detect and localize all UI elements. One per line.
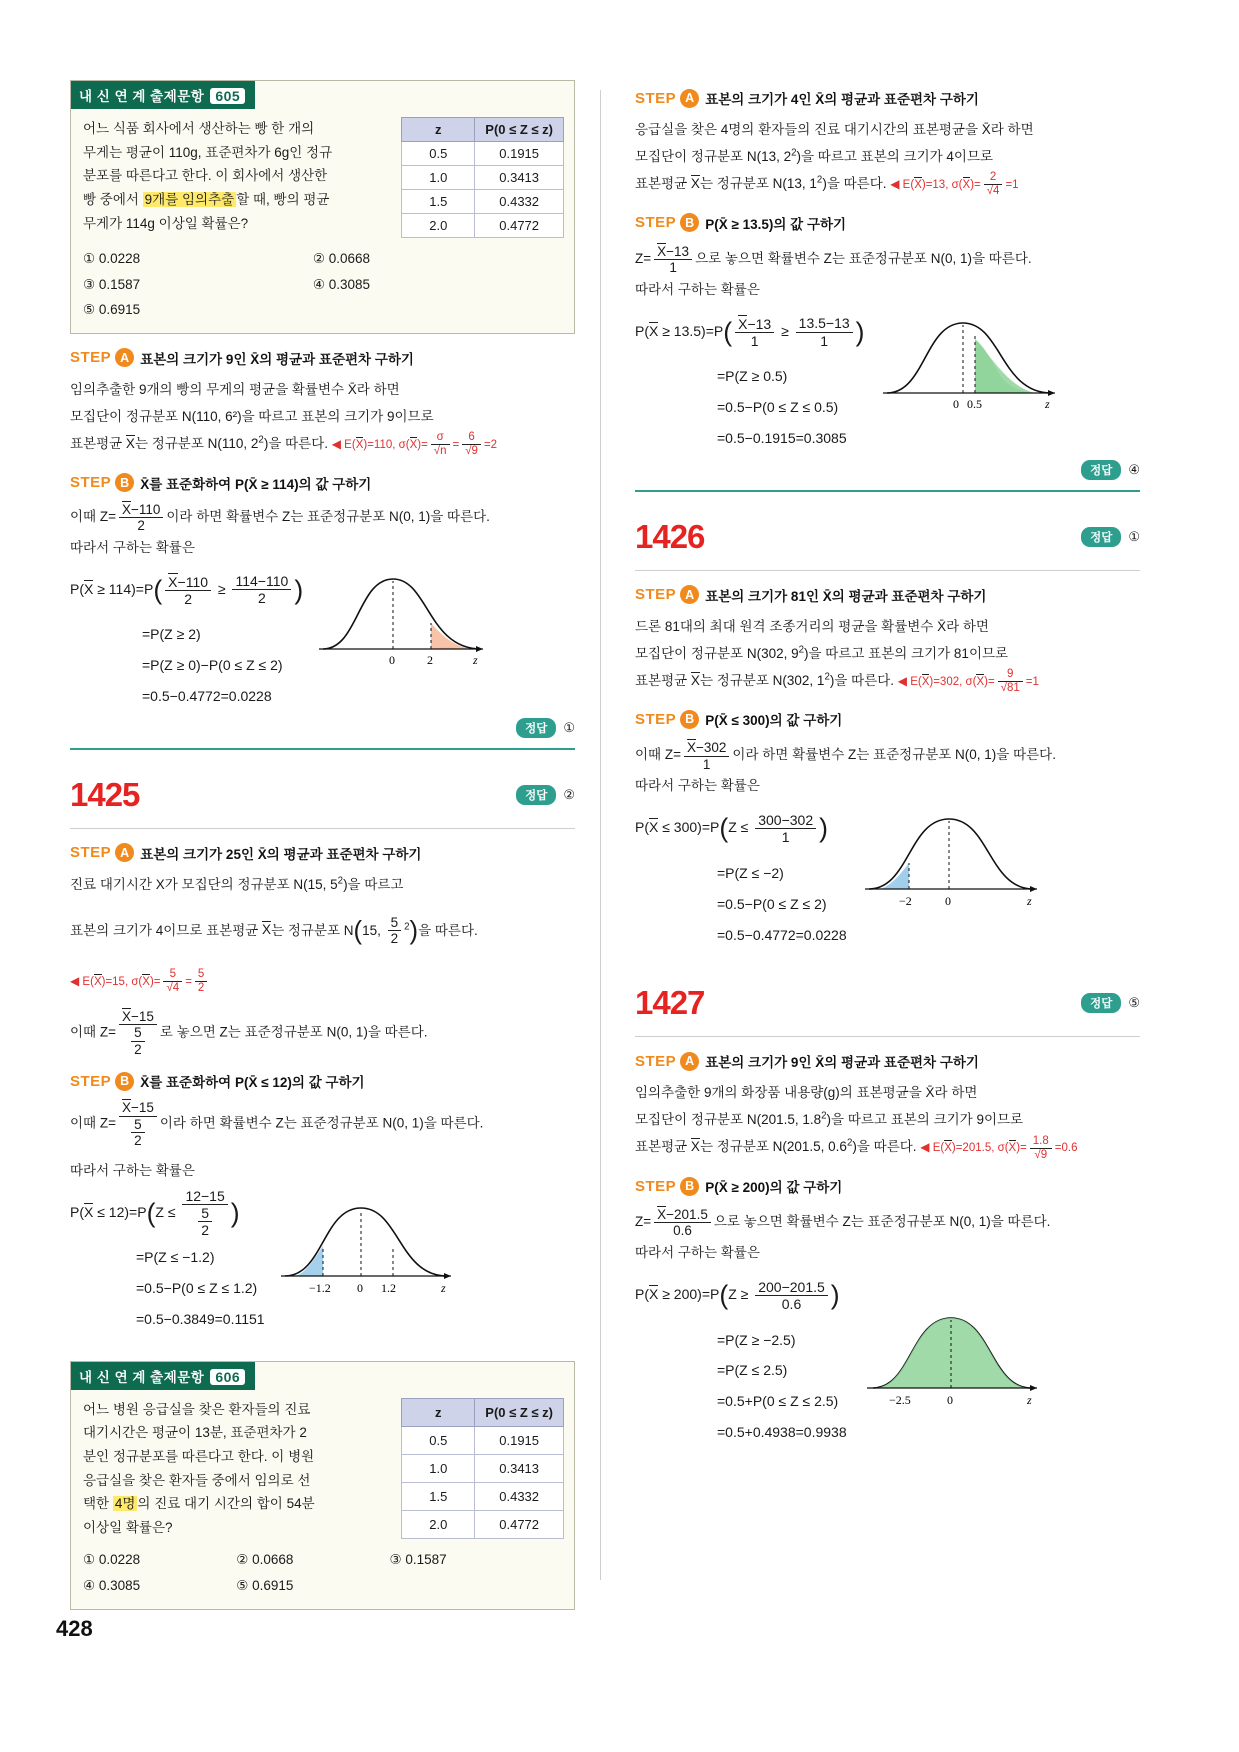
step-label: STEP [70,474,112,492]
question-number: 1425 [70,775,140,813]
table-row [402,142,564,166]
z-table-header: P(0 ≤ Z ≤ z) [475,118,564,142]
eq-line: =0.5−P(0 ≤ Z ≤ 2) [717,895,827,912]
step-label: STEP [635,1052,677,1070]
text-line: 이때 Z= $\frac{X-15}{\frac{5}{2}}$ 이라 하면 확률변수 Z는 표준정규분포 N(0, 1)을 따른다. [70,1100,484,1149]
answer-label: 정답 [516,718,556,738]
normal-curve-1425 [275,1184,455,1302]
choice[interactable]: ⑤ 0.6915 [236,1578,294,1594]
question-header-1426 [635,518,1140,556]
cell-z: 1.0 [402,1454,475,1482]
step-a-1427-body [635,1079,1140,1162]
step-badge: B [680,1177,699,1196]
step-b-606-body [635,241,1140,303]
svg-text:2: 2 [427,652,434,667]
eq-line: =0.5−P(0 ≤ Z ≤ 0.5) [717,399,839,416]
annotation-1427: ◀ E(X)=201.5, σ(X)= $\frac{1.8}{√9}$ =0.6 [920,1134,1078,1161]
eq-line: P(X ≥ 13.5)=P( $\frac{X-13}{1}$ ≥ $\frac{13.5-13}{1}$ ) [635,315,865,350]
eq-line: =P(Z ≥ 0)−P(0 ≤ Z ≤ 2) [142,656,283,673]
svg-text:−2.5: −2.5 [888,1393,911,1408]
step-title: P(X̄ ≥ 200)의 값 구하기 [705,1180,843,1196]
z-table-606 [401,1398,564,1540]
annotation-606: ◀ E(X)=13, σ(X)= $\frac{2}{√4}$ =1 [890,171,1019,198]
cell-p: 0.1915 [475,142,564,166]
step-label: STEP [635,1177,677,1195]
text-line: 표본평균 X는 정규분포 N(302, $1^2$)을 따른다. ◀ E(X)=302, σ(X)= $\frac{9}{√81}$ =1 [635,667,1039,695]
step-b-1426 [635,709,1140,729]
svg-text:0: 0 [356,1280,363,1295]
cell-p: 0.3413 [475,1454,564,1482]
cell-p: 0.3413 [475,166,564,190]
equation-and-curve-1426 [635,799,1140,950]
text-line: 모집단이 정규분포 N(110, 6²)을 따르고 표본의 크기가 9이므로 [70,408,434,424]
exam-tab-label: 내 신 연 계 출제문항 [79,1369,205,1385]
text-line: 표본평균 X는 정규분포 N(201.5, $0.6^2$)을 따른다. ◀ E(X)=201.5, σ(X)= $\frac{1.8}{√9}$ =0.6 [635,1134,1078,1161]
question-header-1425 [70,776,575,814]
exam-line: 대기시간은 평균이 13분, 표준편차가 2 [83,1425,307,1441]
step-a-605 [70,348,575,368]
svg-text:0: 0 [389,652,396,667]
step-badge: B [680,213,699,232]
exam-tab-606 [71,1362,255,1390]
text-line: 따라서 구하는 확률은 [635,1245,760,1261]
question-number: 1427 [635,984,705,1022]
eq-line: =P(Z ≤ −2) [717,864,784,881]
answer-label: 정답 [1081,460,1121,480]
svg-text:z: z [440,1280,446,1295]
choice[interactable]: ④ 0.3085 [312,276,371,292]
eq-line: P(X ≤ 300)=P(Z ≤ $\frac{300-302}{1}$ ) [635,812,828,846]
text-line: 진료 대기시간 X가 모집단의 정규분포 N(15, $5^2$)을 따르고 [70,875,404,892]
exam-line: 어느 식품 회사에서 생산하는 빵 한 개의 [83,121,315,136]
exam-line: 이상일 확률은? [83,1519,173,1535]
text-line: 따라서 구하는 확률은 [70,539,195,555]
step-title: X̄를 표준화하여 P(X̄ ≤ 12)의 값 구하기 [140,1075,365,1091]
exam-line: 무게가 114g 이상일 확률은? [83,215,249,231]
exam-606-text [83,1398,391,1540]
step-badge: B [680,710,699,729]
exam-line: 응급실을 찾은 환자들 중에서 임의로 선 [83,1472,311,1488]
table-row [402,1483,564,1511]
question-header-1427 [635,984,1140,1022]
step-label: STEP [70,349,112,367]
equation-and-curve-1427 [635,1266,1140,1448]
step-title: 표본의 크기가 4인 X̄의 평균과 표준편차 구하기 [705,92,979,107]
equation-block-1427 [635,1266,847,1448]
eq-line: =P(Z ≥ 2) [142,626,201,643]
cell-z: 1.5 [402,190,475,214]
choice[interactable]: ② 0.0668 [236,1552,294,1568]
annotation-1426: ◀ E(X)=302, σ(X)= $\frac{9}{√81}$ =1 [897,667,1039,695]
text-line: 이때 Z= $\frac{X-110}{2}$ 이라 하면 확률변수 Z는 표준정규분포 N(0, 1)을 따른다. [70,501,490,534]
svg-text:z: z [1026,1393,1032,1408]
eq-line: =P(Z ≥ 0.5) [717,368,788,385]
eq-line: =0.5+P(0 ≤ Z ≤ 2.5) [717,1393,839,1410]
svg-text:1.2: 1.2 [380,1280,396,1295]
annotation-1425: ◀ E(X)=15, σ(X)= $\frac{5}{√4}$ = $\frac{5}{2}$ [70,968,575,995]
choice[interactable]: ③ 0.1587 [83,276,141,292]
choice[interactable]: ② 0.0668 [312,251,371,266]
exam-606-choices [71,1545,574,1608]
step-label: STEP [635,586,677,604]
z-table-header: z [402,1398,475,1426]
answer-value: ④ [1128,461,1140,477]
cell-z: 2.0 [402,1511,475,1539]
step-title: P(X̄ ≥ 13.5)의 값 구하기 [705,216,847,232]
step-badge: A [680,1052,699,1071]
step-title: 표본의 크기가 25인 X̄의 평균과 표준편차 구하기 [140,846,422,862]
answer-606 [635,460,1140,480]
step-badge: B [115,473,134,492]
equation-block-605 [70,561,303,712]
equation-and-curve-606 [635,303,1140,454]
eq-line: =P(Z ≤ −1.2) [136,1249,215,1266]
eq-line: =0.5−0.4772=0.0228 [142,687,272,704]
step-b-1427 [635,1176,1140,1196]
cell-p: 0.4332 [475,1483,564,1511]
step-b-605-body [70,501,575,561]
choice[interactable]: ④ 0.3085 [83,1578,141,1594]
text-line: 응급실을 찾은 4명의 환자들의 진료 대기시간의 표본평균을 X̄라 하면 [635,122,1034,137]
normal-curve-1427 [857,1266,1042,1414]
step-b-1426-body [635,737,1140,799]
question-number: 1426 [635,517,705,555]
text-line: 임의추출한 9개의 화장품 내용량(g)의 표본평균을 X̄라 하면 [635,1085,978,1101]
step-a-1426-body [635,613,1140,696]
exam-line: 빵 중에서 9개를 임의추출 할 때, 빵의 평균 [83,191,330,207]
annotation-605: ◀ E(X)=110, σ(X)= $\frac{\sigma}{√n}$ = $\frac{6}{√9}$ =2 [331,431,498,458]
eq-line: =0.5−0.3849=0.1151 [136,1310,265,1327]
choice[interactable]: ③ 0.1587 [389,1552,447,1568]
step-label: STEP [635,89,677,107]
right-column [635,88,1140,1448]
text-line: Z= $\frac{X-13}{1}$ 으로 놓으면 확률변수 Z는 표준정규분포 N(0, 1)을 따른다. [635,243,1032,276]
step-b-605 [70,473,575,493]
exam-line: 분포를 따른다고 한다. 이 회사에서 생산한 [83,168,328,184]
cell-z: 1.0 [402,166,475,190]
svg-text:0: 0 [952,396,959,411]
exam-tab-number: 606 [210,1369,245,1385]
text-line: 모집단이 정규분포 N(302, $9^2$)을 따르고 표본의 크기가 81이므로 [635,644,1009,661]
step-badge: A [115,348,134,367]
cell-z: 0.5 [402,1426,475,1454]
step-title: 표본의 크기가 9인 X̄의 평균과 표준편차 구하기 [140,351,414,367]
equation-block-606 [635,303,865,454]
eq-line: =0.5+0.4938=0.9938 [717,1424,847,1441]
svg-text:−2: −2 [898,894,912,909]
page-number: 428 [56,1616,93,1641]
exam-tab-605 [71,81,255,109]
step-a-1427 [635,1051,1140,1071]
table-row [402,1511,564,1539]
eq-line: =P(Z ≤ 2.5) [717,1362,788,1379]
left-column [70,80,575,1610]
answer-value: ⑤ [1128,995,1140,1011]
table-row [402,1426,564,1454]
table-row [402,1454,564,1482]
exam-line: 분인 정규분포를 따른다고 한다. 이 병원 [83,1448,315,1464]
exam-605-choices [71,244,574,333]
exam-line: 무게는 평균이 110g, 표준편차가 6g인 정규 [83,144,333,160]
table-row [402,214,564,238]
text-line: 이때 Z= $\frac{X-302}{1}$ 이라 하면 확률변수 Z는 표준정규분포 N(0, 1)을 따른다. [635,740,1056,772]
eq-line: =0.5−0.1915=0.3085 [717,429,847,446]
z-table-header: P(0 ≤ Z ≤ z) [475,1398,564,1426]
text-line: 따라서 구하는 확률은 [635,778,760,794]
choice[interactable]: ① 0.0228 [83,1552,141,1568]
z-table-header: z [402,118,475,142]
step-label: STEP [70,844,112,862]
step-title: 표본의 크기가 81인 X̄의 평균과 표준편차 구하기 [705,588,987,604]
section-rule [635,490,1140,492]
step-b-1425-body [70,1099,575,1184]
svg-text:z: z [1026,894,1032,909]
step-b-606 [635,213,1140,233]
exam-box-605 [70,80,575,334]
exam-tab-label: 내 신 연 계 출제문항 [79,89,205,104]
exam-box-606 [70,1361,575,1610]
step-a-606-body [635,116,1140,199]
step-title: X̄를 표준화하여 P(X̄ ≥ 114)의 값 구하기 [140,476,372,492]
text-line: Z= $\frac{X-201.5}{0.6}$ 으로 놓으면 확률변수 Z는 표준정규분포 N(0, 1)을 따른다. [635,1206,1051,1239]
answer-label: 정답 [1081,993,1121,1013]
exam-line: 어느 병원 응급실을 찾은 환자들의 진료 [83,1401,311,1417]
step-a-606 [635,88,1140,108]
choice[interactable]: ① 0.0228 [83,251,141,266]
question-rule [635,570,1140,571]
step-label: STEP [635,710,677,728]
equation-block-1425 [70,1184,265,1335]
svg-text:0: 0 [946,1393,953,1408]
normal-curve-605 [313,561,488,671]
step-a-1425 [70,843,575,863]
step-title: P(X̄ ≤ 300)의 값 구하기 [705,713,843,729]
equation-and-curve-1425 [70,1184,575,1335]
step-a-1425-body [70,871,575,1058]
exam-highlight: 4명 [114,1496,136,1512]
column-divider [600,90,601,1580]
table-row [402,190,564,214]
eq-line: P(X ≥ 200)=P(Z ≥ $\frac{200-201.5}{0.6}$ ) [635,1278,840,1312]
answer-label: 정답 [516,785,556,805]
text-line: 따라서 구하는 확률은 [635,281,760,297]
step-label: STEP [70,1072,112,1090]
answer-label: 정답 [1081,527,1121,547]
exam-tab-number: 605 [210,88,245,104]
step-badge: A [115,843,134,862]
svg-text:0.5: 0.5 [966,396,982,411]
cell-p: 0.1915 [475,1426,564,1454]
text-line: 임의추출한 9개의 빵의 무게의 평균을 확률변수 X̄라 하면 [70,381,400,397]
cell-z: 1.5 [402,1483,475,1511]
text-line: 표본평균 X는 정규분포 N(110, $2^2$)을 따른다. ◀ E(X)=110, σ(X)= $\frac{\sigma}{√n}$ = $\frac{6}{√9}$ =2 [70,431,498,458]
step-b-1425 [70,1071,575,1091]
eq-line: =0.5−P(0 ≤ Z ≤ 1.2) [136,1280,258,1297]
svg-text:z: z [473,652,478,667]
eq-line: =0.5−0.4772=0.0228 [717,926,847,943]
z-table-605 [401,117,564,238]
choice[interactable]: ⑤ 0.6915 [83,302,141,318]
equation-block-1426 [635,799,847,950]
section-rule [70,748,575,750]
cell-p: 0.4332 [475,190,564,214]
text-line: 모집단이 정규분포 N(201.5, $1.8^2$)을 따르고 표본의 크기가 9이므로 [635,1110,1024,1128]
cell-p: 0.4772 [475,1511,564,1539]
step-a-605-body [70,376,575,459]
svg-text:0: 0 [944,894,951,909]
step-badge: A [680,585,699,604]
exam-highlight: 9개를 임의추출 [144,191,235,207]
answer-value: ① [563,719,575,735]
text-line: 이때 Z= $\frac{X-15}{\frac{5}{2}}$ 로 놓으면 Z는 표준정규분포 N(0, 1)을 따른다. [70,1008,428,1057]
cell-p: 0.4772 [475,214,564,238]
step-badge: B [115,1072,134,1091]
svg-text:z: z [1044,396,1050,411]
cell-z: 0.5 [402,142,475,166]
step-a-1426 [635,585,1140,605]
step-b-1427-body [635,1204,1140,1266]
answer-value: ① [1128,528,1140,544]
text-line: 따라서 구하는 확률은 [70,1162,195,1178]
eq-line: =P(Z ≥ −2.5) [717,1331,796,1348]
table-row [402,166,564,190]
normal-curve-1426 [857,799,1042,914]
text-line: 드론 81대의 최대 원격 조종거리의 평균을 확률변수 X̄라 하면 [635,618,989,634]
svg-text:−1.2: −1.2 [308,1280,331,1295]
step-badge: A [680,89,699,108]
step-title: 표본의 크기가 9인 X̄의 평균과 표준편차 구하기 [705,1055,979,1071]
answer-value: ② [563,786,575,802]
equation-and-curve-605 [70,561,575,712]
question-rule [70,828,575,829]
answer-605 [70,718,575,738]
eq-line: P(X ≤ 12)=P(Z ≤ $\frac{12-15}{\frac{5}{2}}$ ) [70,1187,240,1239]
exam-line: 택한 4명 의 진료 대기 시간의 합이 54분 [83,1496,315,1512]
question-rule [635,1036,1140,1037]
normal-curve-606 [875,303,1060,418]
text-line: 모집단이 정규분포 N(13, $2^2$)을 따르고 표본의 크기가 4이므로 [635,147,994,164]
exam-605-text [83,117,391,238]
eq-line: P(X ≥ 114)=P( $\frac{X-110}{2}$ ≥ $\frac{114-110}{2}$ ) [70,573,304,607]
cell-z: 2.0 [402,214,475,238]
text-line: 표본의 크기가 4이므로 표본평균 X는 정규분포 N(15, $\frac{5}{2}$ $^2$)을 따른다. [70,914,478,947]
step-label: STEP [635,214,677,232]
text-line: 표본평균 X는 정규분포 N(13, $1^2$)을 따른다. ◀ E(X)=13, σ(X)= $\frac{2}{√4}$ =1 [635,171,1019,198]
